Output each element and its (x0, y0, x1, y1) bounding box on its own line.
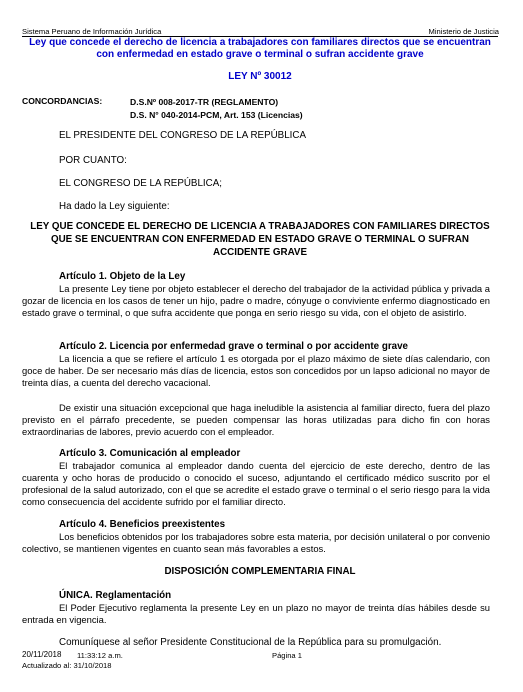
article-3-title: Artículo 3. Comunicación al empleador (59, 448, 241, 459)
law-heading-line: LEY QUE CONCEDE EL DERECHO DE LICENCIA A TRABAJADORES CON FAMILIARES DIRECTOS (30, 221, 490, 232)
article-1-text: La presente Ley tiene por objeto establecer el derecho del trabajador de la actividad pública y privada a gozar de licencia en los casos de tener un hijo, padre o madre, cónyuge o conviviente enfermo diagnosticado en estado grave o terminal, o que sufra accidente que ponga en serio riesgo su vida, con el objeto de asistirlo. (22, 283, 490, 318)
law-number: LEY Nº 30012 (228, 71, 292, 82)
article-2-text-1: La licencia a que se refiere el artículo 1 es otorgada por el plazo máximo de siete días calendario, con goce de haber. De ser necesario más días de licencia, estos son concedidos por un lapso adicional no mayor de treinta días, a cuenta del derecho vacacional. (22, 353, 490, 388)
law-heading-line: ACCIDENTE GRAVE (213, 247, 307, 258)
preamble-ha-dado: Ha dado la Ley siguiente: (59, 201, 170, 212)
article-3-text: El trabajador comunica al empleador dando cuenta del ejercicio de este derecho, dentro de las cuarenta y ocho horas de producido o conocido el suceso, adjuntando el certificado médico suscrito por el profesional de la salud autorizado, con el que se acredite el estado grave o terminal o el serio riesgo para la vida como consecuencia del accidente sufrido por el familiar directo. (22, 460, 490, 507)
title-line: con enfermedad en estado grave o terminal o sufran accidente grave (96, 49, 424, 60)
preamble-congreso: EL CONGRESO DE LA REPÚBLICA; (59, 178, 222, 189)
document-title (22, 37, 498, 61)
preamble-por-cuanto: POR CUANTO: (59, 155, 127, 166)
concordancias-list (130, 96, 303, 122)
law-heading-line: QUE SE ENCUENTRAN CON ENFERMEDAD EN ESTADO GRAVE O TERMINAL O SUFRAN (50, 234, 470, 245)
concordancia-item: D.S. N° 040-2014-PCM, Art. 153 (Licencias) (130, 110, 303, 120)
header-ministry: Ministerio de Justicia (428, 27, 499, 36)
concordancias-label: CONCORDANCIAS: (22, 96, 103, 106)
disposicion-title: ÚNICA. Reglamentación (59, 590, 172, 601)
disposicion-heading: DISPOSICIÓN COMPLEMENTARIA FINAL (164, 566, 356, 577)
disposicion-text: El Poder Ejecutivo reglamenta la presente Ley en un plazo no mayor de treinta días hábiles desde su entrada en vigencia. (22, 602, 490, 625)
concordancia-item: D.S.Nº 008-2017-TR (REGLAMENTO) (130, 97, 279, 107)
title-line: Ley que concede el derecho de licencia a trabajadores con familiares directos que se encuentran (29, 37, 491, 48)
disposicion-closing: Comuníquese al señor Presidente Constitucional de la República para su promulgación. (59, 637, 442, 648)
footer-updated: Actualizado al: 31/10/2018 (22, 661, 112, 670)
preamble-president: EL PRESIDENTE DEL CONGRESO DE LA REPÚBLICA (59, 130, 306, 141)
law-heading (22, 220, 498, 259)
footer-time: 11:33:12 a.m. (77, 651, 123, 660)
footer-date: 20/11/2018 (22, 650, 62, 659)
article-2-title: Artículo 2. Licencia por enfermedad grave o terminal o por accidente grave (59, 341, 408, 352)
footer-page: Página 1 (272, 651, 302, 660)
article-2-text-2: De existir una situación excepcional que haga ineludible la asistencia al familiar directo, fuera del plazo previsto en el párrafo precedente, se pueden compensar las horas utilizadas para dicho fin con horas extraordinarias de labores, previo acuerdo con el empleador. (22, 402, 490, 437)
article-4-text: Los beneficios obtenidos por los trabajadores sobre esta materia, por decisión unilateral o por convenio colectivo, se mantienen vigentes en cuanto sean más favorables a estos. (22, 531, 490, 554)
header-source: Sistema Peruano de Información Jurídica (22, 27, 162, 36)
article-4-title: Artículo 4. Beneficios preexistentes (59, 519, 226, 530)
article-1-title: Artículo 1. Objeto de la Ley (59, 271, 186, 282)
